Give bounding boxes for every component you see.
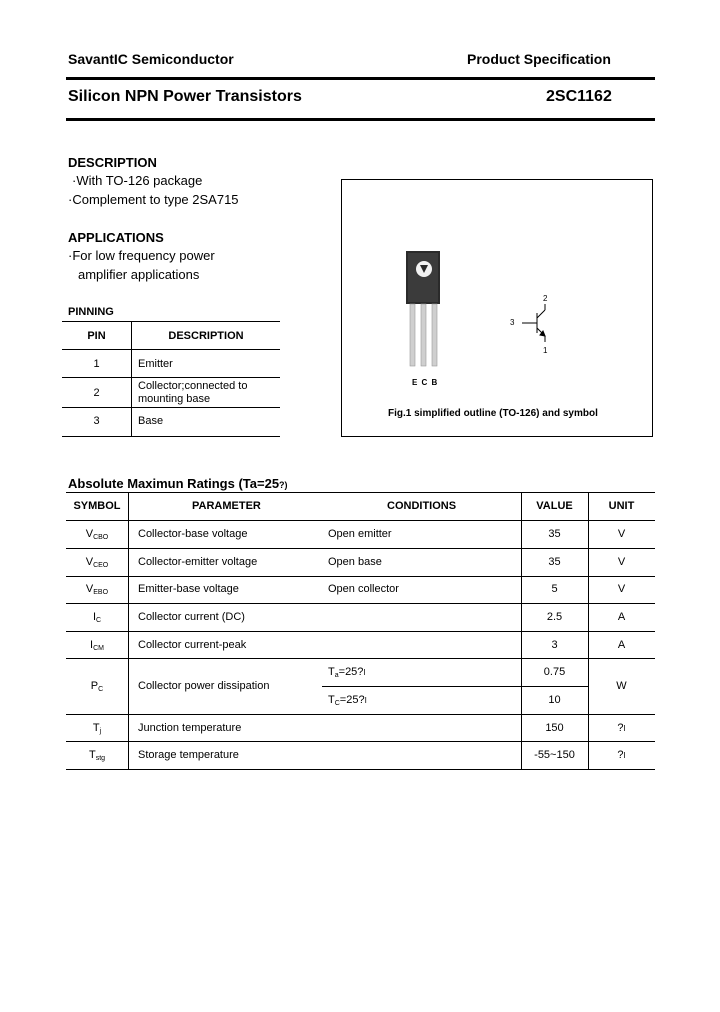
description-heading: DESCRIPTION [68, 155, 157, 170]
figure-box [341, 179, 653, 437]
pinning-col-desc: DESCRIPTION [168, 330, 244, 342]
symbol-cell: $I_{CM}$ [90, 639, 104, 652]
col-symbol: SYMBOL [73, 500, 121, 512]
pin-description: Base [138, 415, 164, 427]
symbol-cell: $V_{EBO}$ [85, 583, 109, 596]
symbol-cell: $T_j$ [92, 722, 102, 735]
pin-description: Emitter [138, 358, 173, 370]
npn-symbol [522, 304, 545, 342]
parameter-cell: Emitter-base voltage [138, 583, 239, 595]
lead-labels: E C B [412, 378, 439, 387]
parameter-cell: Junction temperature [138, 722, 242, 734]
symbol-cell: $I_C$ [92, 611, 102, 624]
parameter-cell: Collector current-peak [138, 639, 247, 651]
value-cell: 10 [548, 694, 561, 706]
col-conditions: CONDITIONS [387, 500, 457, 512]
value-cell: 0.75 [543, 666, 566, 678]
description-item: ·Complement to type 2SA715 [68, 192, 239, 207]
symbol-pin3: 3 [510, 318, 515, 327]
pinning-col-pin: PIN [87, 330, 106, 342]
symbol-cell: $P_C$ [90, 680, 104, 693]
parameter-cell: Collector-base voltage [138, 528, 248, 540]
lead-e [410, 304, 415, 366]
unit-cell: ?I [617, 722, 626, 734]
symbol-cell: $V_{CBO}$ [85, 528, 109, 541]
symbol-pin2: 2 [543, 294, 548, 303]
applications-line: amplifier applications [78, 267, 200, 282]
lead-c [421, 304, 426, 366]
parameter-cell: Storage temperature [138, 749, 239, 761]
col-parameter: PARAMETER [192, 500, 261, 512]
lead-b [432, 304, 437, 366]
value-cell: 5 [551, 583, 558, 595]
product-line: Silicon NPN Power Transistors [68, 88, 302, 105]
description-item: ·With TO-126 package [72, 173, 203, 188]
value-cell: 35 [548, 528, 561, 540]
pin-number: 3 [93, 415, 100, 427]
unit-cell: A [617, 611, 626, 623]
ratings-heading-glyph: ? [279, 480, 285, 490]
ratings-heading-end: ) [284, 480, 288, 490]
pin-description: Collector;connected to [138, 380, 248, 392]
parameter-cell: Collector-emitter voltage [138, 556, 258, 568]
col-value: VALUE [536, 500, 573, 512]
conditions-cell: $T_C=25?I$ [328, 694, 367, 707]
pinning-heading: PINNING [68, 306, 114, 318]
to126-package-drawing [342, 180, 652, 436]
conditions-cell: Open base [328, 556, 382, 568]
symbol-cell: $V_{CEO}$ [85, 556, 109, 569]
ratings-heading-text: Absolute Maximun Ratings (Ta=25 [68, 476, 280, 491]
value-cell: 2.5 [546, 611, 563, 623]
unit-cell: V [617, 528, 626, 540]
conditions-cell: Open emitter [328, 528, 392, 540]
company-name: SavantIC Semiconductor [68, 51, 234, 67]
applications-heading: APPLICATIONS [68, 230, 164, 245]
title-rule [66, 118, 655, 121]
value-cell: 150 [545, 722, 564, 734]
pin-number: 1 [93, 358, 100, 370]
value-cell: -55~150 [534, 749, 575, 761]
value-cell: 35 [548, 556, 561, 568]
col-unit: UNIT [608, 500, 635, 512]
unit-cell: V [617, 556, 626, 568]
parameter-cell: Collector power dissipation [138, 680, 270, 692]
pin-description-cont: mounting base [138, 393, 211, 405]
symbol-pin1: 1 [543, 346, 548, 355]
parameter-cell: Collector current (DC) [138, 611, 245, 623]
symbol-cell: $T_{stg}$ [88, 749, 106, 762]
pin-number: 2 [93, 387, 100, 399]
applications-line: ·For low frequency power [68, 248, 215, 263]
value-cell: 3 [551, 639, 558, 651]
conditions-cell: Open collector [328, 583, 399, 595]
part-number: 2SC1162 [546, 88, 612, 105]
unit-cell: W [616, 680, 627, 692]
header-rule [66, 77, 655, 80]
ratings-heading [68, 476, 288, 491]
figure-caption: Fig.1 simplified outline (TO-126) and symbol [388, 408, 598, 419]
conditions-cell: $T_a=25?I$ [328, 666, 366, 679]
doc-type: Product Specification [467, 51, 611, 67]
unit-cell: ?I [617, 749, 626, 761]
unit-cell: V [617, 583, 626, 595]
unit-cell: A [617, 639, 626, 651]
